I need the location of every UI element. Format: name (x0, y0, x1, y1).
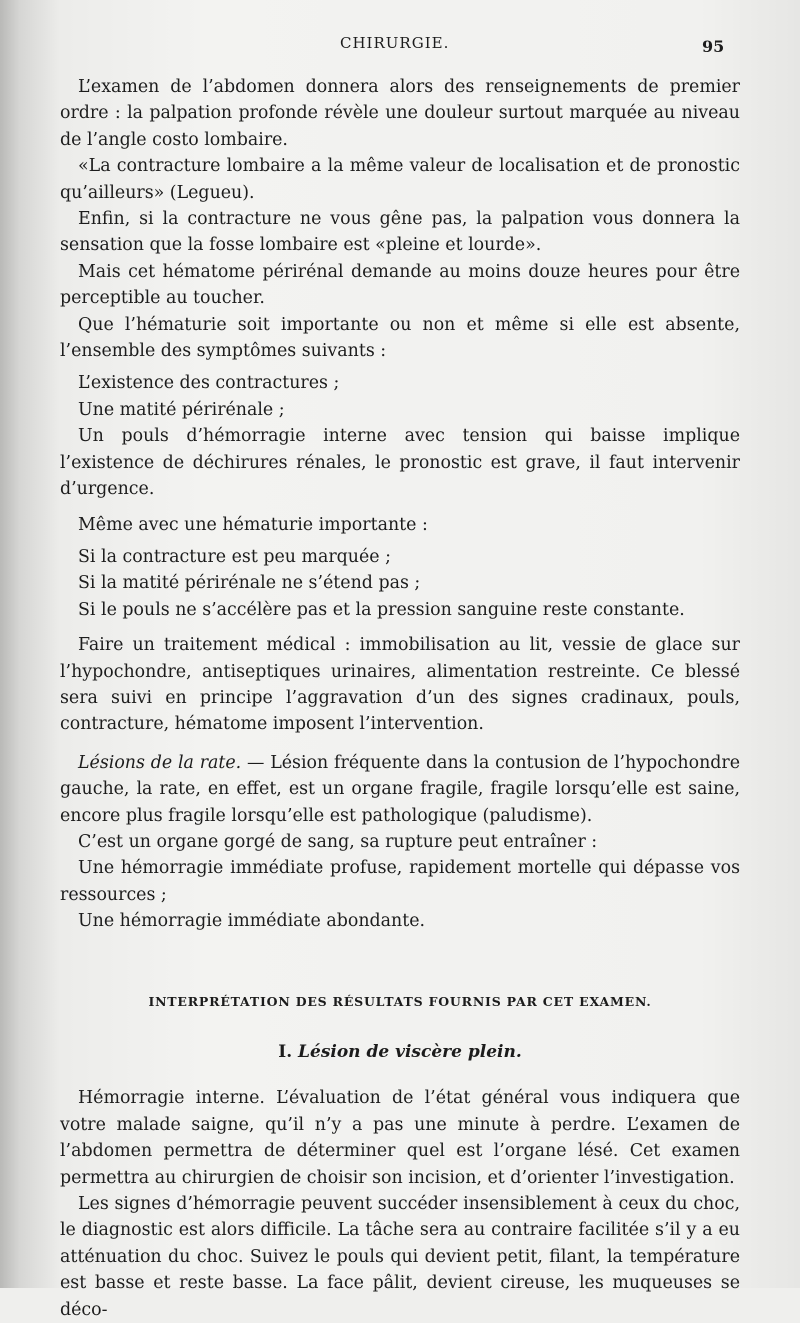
section-heading: INTERPRÉTATION DES RÉSULTATS FOURNIS PAR CET EXAMEN. (148, 993, 652, 1009)
list-item: L’existence des contractures ; (78, 373, 340, 394)
paragraph: Enfin, si la contracture ne vous gêne pas, la palpation vous donnera la sensation que la fosse lombaire est «pleine et lourde». (60, 209, 740, 256)
paragraph: C’est un organe gorgé de sang, sa rupture peut entraîner : (78, 831, 598, 852)
paragraph: «La contracture lombaire a la même valeur de localisation et de pronostic qu’ailleurs» (Legueu). (60, 156, 740, 203)
paragraph: Un pouls d’hémorragie interne avec tension qui baisse implique l’existence de déchirures rénales, le pronostic est grave, il faut intervenir d’urgence. (60, 426, 740, 500)
rate-lead: Lésions de la rate. (78, 752, 242, 773)
running-head: CHIRURGIE. (340, 34, 450, 52)
body-text (60, 74, 740, 1323)
paragraph: Faire un traitement médical : immobilisation au lit, vessie de glace sur l’hypochondre, antiseptiques urinaires, alimentation restreinte. Ce blessé sera suivi en principe l’aggravation d’un des signes cradinaux, pouls, contracture, hématome imposent l’intervention. (60, 635, 740, 735)
list-item: Si la matité périrénale ne s’étend pas ; (78, 573, 421, 594)
rate-paragraph (60, 750, 740, 829)
subheading-numeral: I. (278, 1042, 293, 1062)
list-item: Une hémorragie immédiate profuse, rapidement mortelle qui dépasse vos ressources ; (60, 858, 740, 905)
list-item: Une matité périrénale ; (78, 399, 285, 420)
paragraph: Les signes d’hémorragie peuvent succéder insensiblement à ceux du choc, le diagnostic est alors difficile. La tâche sera au contraire facilitée s’il y a eu atténuation du choc. Suivez le pouls qui devient petit, filant, la température est basse et reste basse. La face pâlit, devient cireuse, les muqueuses se déco- (60, 1194, 740, 1320)
list-item: Si le pouls ne s’accélère pas et la pression sanguine reste constante. (78, 599, 685, 620)
paragraph: Mais cet hématome périrénal demande au moins douze heures pour être perceptible au toucher. (60, 261, 740, 309)
paragraph: Que l’hématurie soit importante ou non et même si elle est absente, l’ensemble des symptômes suivants : (60, 314, 740, 362)
rate-text: — Lésion fréquente dans la contusion de l’hypochondre gauche, la rate, en effet, est un organe fragile, fragile lorsqu’elle est saine, encore plus fragile lorsqu’elle est pathologique (paludisme). (60, 752, 741, 826)
paragraph: Hémorragie interne. L’évaluation de l’état général vous indiquera que votre malade saigne, qu’il n’y a pas une minute à perdre. L’examen de l’abdomen permettra de déterminer quel est l’organe lésé. Cet examen permettra au chirurgien de choisir son incision, et d’orienter l’investigation. (60, 1088, 740, 1188)
list-item: Une hémorragie immédiate abondante. (78, 911, 426, 932)
paragraph: Même avec une hématurie importante : (78, 514, 428, 535)
paragraph: L’examen de l’abdomen donnera alors des renseignements de premier ordre : la palpation profonde révèle une douleur surtout marquée au niveau de l’angle costo lombaire. (60, 77, 740, 150)
subheading (60, 1039, 740, 1065)
page-number: 95 (702, 37, 725, 56)
page-header (0, 34, 800, 58)
list-item: Si la contracture est peu marquée ; (78, 546, 391, 567)
subheading-title: Lésion de viscère plein. (298, 1042, 522, 1062)
